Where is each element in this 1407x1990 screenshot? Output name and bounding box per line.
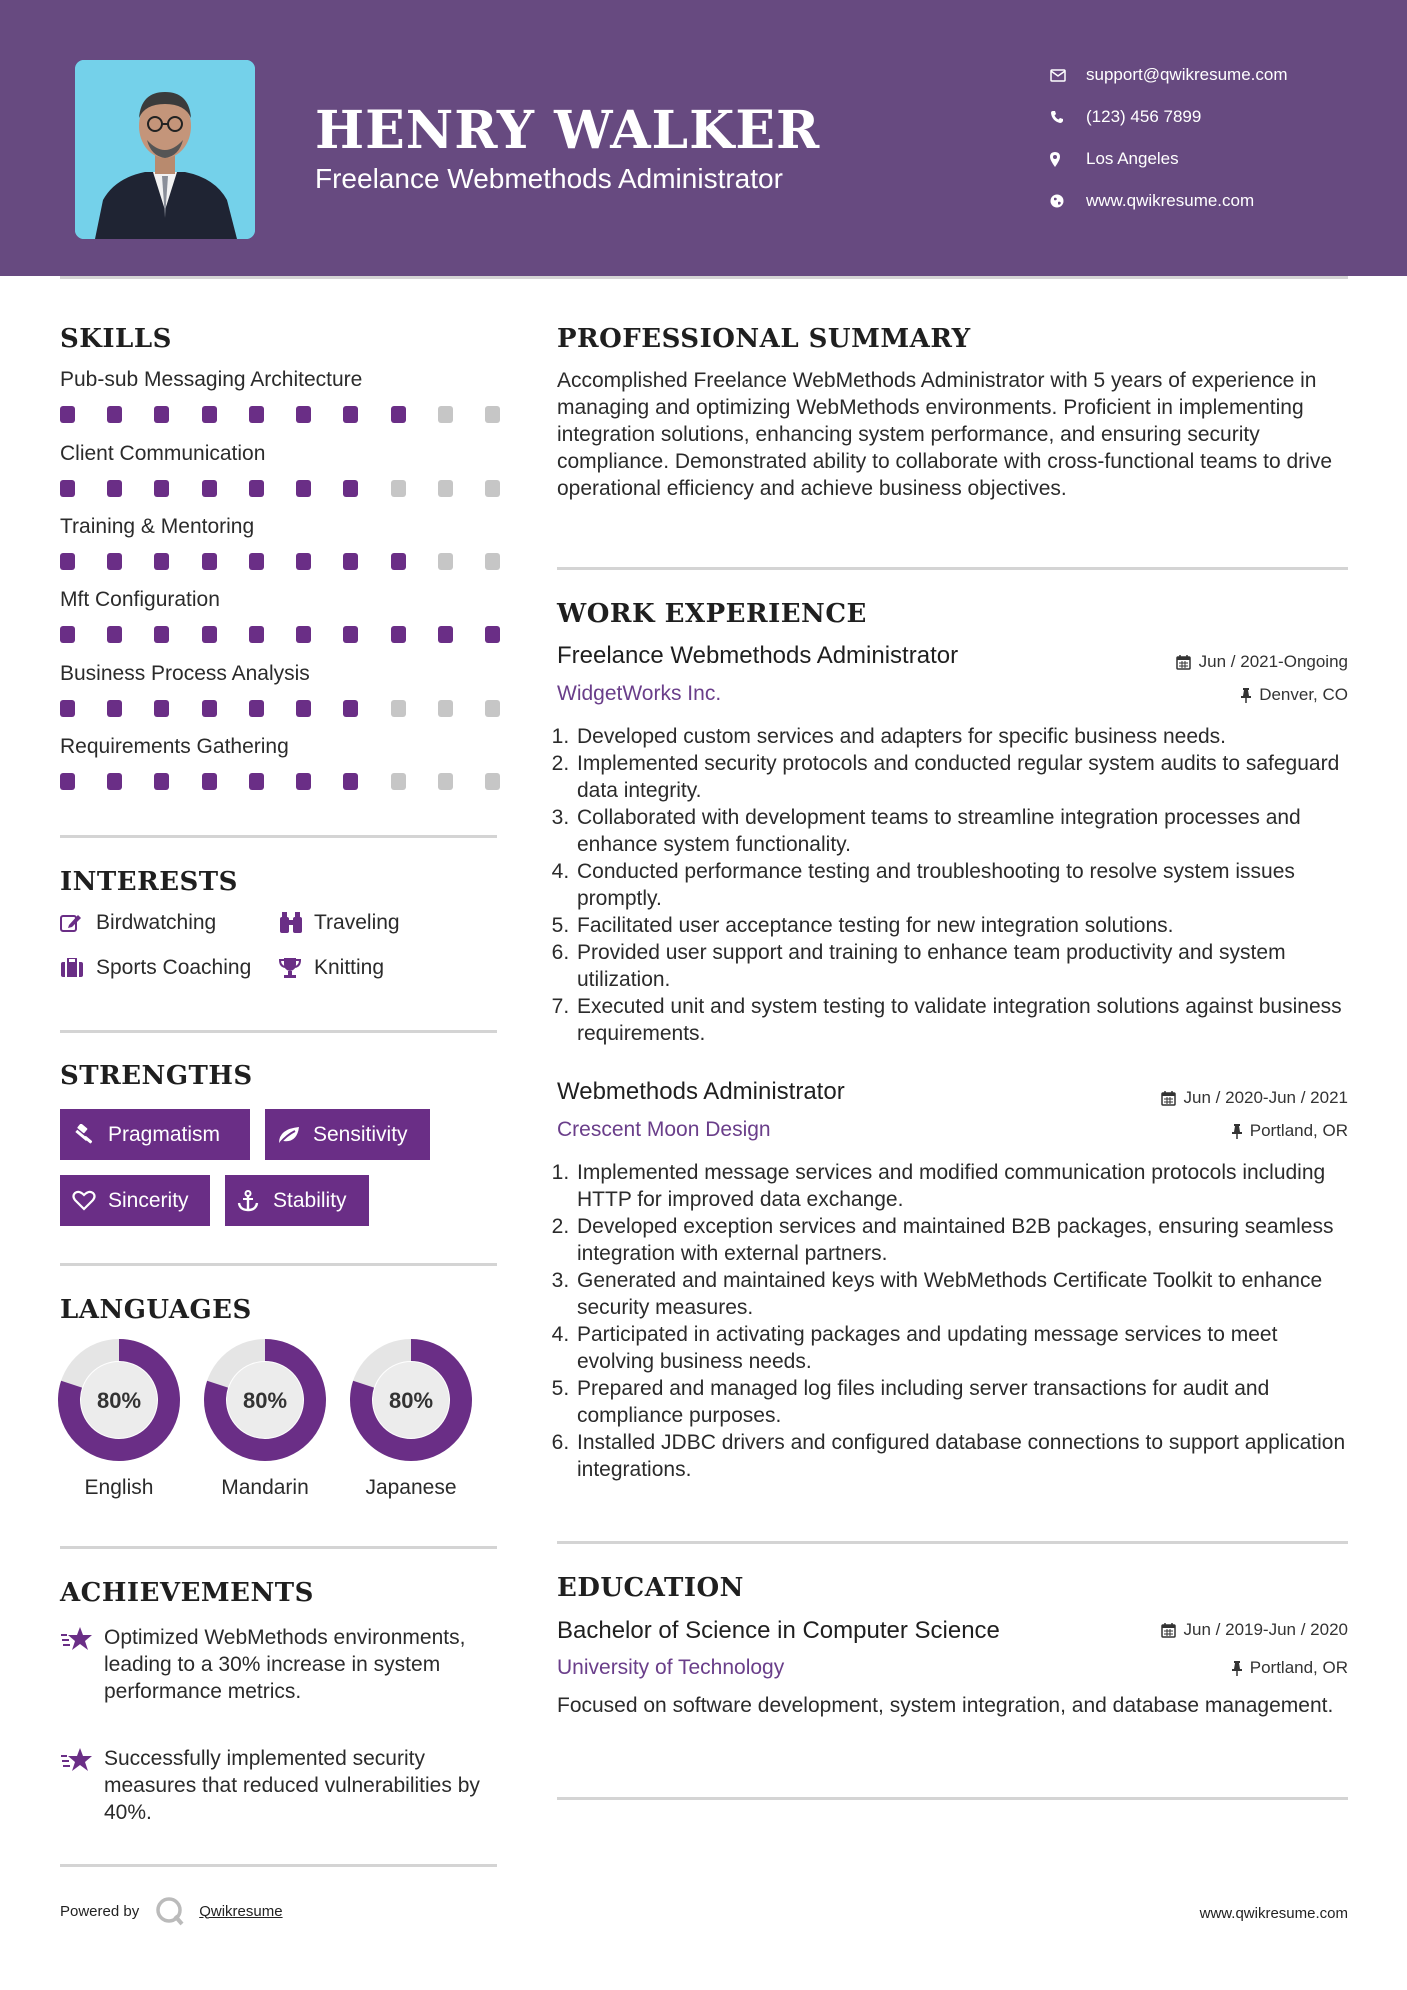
skill-dot-filled — [107, 553, 122, 570]
skill-dot-filled — [391, 553, 406, 570]
suitcase-icon — [60, 958, 96, 978]
strengths-divider — [60, 1263, 497, 1266]
language-percent: 80% — [96, 1388, 142, 1413]
strength-tag — [265, 1109, 430, 1160]
candidate-role: Freelance Webmethods Administrator — [315, 163, 783, 194]
skill-dot-filled — [154, 773, 169, 790]
education-dates — [1161, 1620, 1348, 1640]
skill-dot-empty — [438, 700, 453, 717]
skill-dot-filled — [343, 700, 358, 717]
languages-divider — [60, 1546, 497, 1549]
language-percent: 80% — [242, 1388, 288, 1413]
skill-dot-empty — [485, 773, 500, 790]
job-title: Webmethods Administrator — [557, 1078, 845, 1105]
skills-heading: SKILLS — [60, 324, 172, 354]
skill-dot-filled — [154, 553, 169, 570]
language-donut — [349, 1338, 473, 1462]
skill-item — [60, 588, 500, 643]
skill-dot-filled — [343, 626, 358, 643]
job-location-text: Denver, CO — [1259, 685, 1348, 704]
heart-icon — [72, 1190, 108, 1211]
interest-label: Birdwatching — [96, 911, 217, 934]
job-location — [1232, 1121, 1348, 1141]
strength-tag — [225, 1175, 369, 1226]
qwikresume-link[interactable]: Qwikresume — [199, 1902, 283, 1920]
skill-dot-filled — [296, 553, 311, 570]
pushpin-icon — [1232, 1124, 1242, 1139]
pushpin-icon — [1241, 688, 1251, 703]
skill-dot-filled — [107, 700, 122, 717]
contact-phone-text: (123) 456 7899 — [1086, 107, 1202, 126]
skill-dot-filled — [296, 406, 311, 423]
achievements-divider — [60, 1864, 497, 1867]
gavel-icon — [72, 1124, 108, 1146]
skill-dot-filled — [107, 626, 122, 643]
star-icon — [60, 1624, 104, 1705]
education-location — [1232, 1658, 1348, 1678]
skill-dot-filled — [296, 626, 311, 643]
skill-dot-filled — [485, 626, 500, 643]
contact-location-text: Los Angeles — [1086, 149, 1179, 168]
job-bullet: 6. Installed JDBC drivers and configured database connections to support application integrations. — [575, 1429, 1357, 1483]
skill-dot-filled — [343, 773, 358, 790]
language-donut — [203, 1338, 327, 1462]
skill-dot-filled — [296, 773, 311, 790]
skill-item — [60, 442, 500, 497]
language-item — [203, 1338, 327, 1500]
skill-dot-empty — [485, 700, 500, 717]
interest-item — [278, 911, 400, 935]
skill-dot-filled — [343, 553, 358, 570]
skill-dot-filled — [154, 406, 169, 423]
contact-website-text: www.qwikresume.com — [1086, 191, 1255, 210]
job-title: Freelance Webmethods Administrator — [557, 642, 959, 669]
job-bullet: 4. Participated in activating packages and updating message services to meet evolving business needs. — [575, 1321, 1357, 1375]
strength-label: Sensitivity — [313, 1122, 408, 1146]
contact-email-text: support@qwikresume.com — [1086, 65, 1288, 84]
skill-dot-filled — [249, 700, 264, 717]
skill-dot-empty — [438, 553, 453, 570]
language-name: Japanese — [365, 1476, 457, 1499]
job-dates-text: Jun / 2021-Ongoing — [1198, 652, 1348, 671]
skill-dot-filled — [60, 553, 75, 570]
interest-label: Knitting — [314, 956, 385, 979]
achievement-text: Successfully implemented security measures that reduced vulnerabilities by 40%. — [104, 1747, 480, 1824]
resume-header — [0, 0, 1407, 276]
skill-dot-filled — [154, 626, 169, 643]
achievement-item — [60, 1745, 490, 1826]
skill-dot-filled — [249, 626, 264, 643]
skill-name: Requirements Gathering — [60, 735, 289, 758]
skill-dot-filled — [391, 626, 406, 643]
experience-divider — [557, 1541, 1348, 1544]
job-bullets — [557, 723, 1357, 1047]
leaf-icon — [277, 1125, 313, 1145]
skill-name: Business Process Analysis — [60, 662, 310, 685]
education-degree: Bachelor of Science in Computer Science — [557, 1617, 1000, 1644]
skill-dot-filled — [154, 700, 169, 717]
skill-dot-filled — [202, 700, 217, 717]
skill-dot-filled — [202, 553, 217, 570]
skill-dot-empty — [485, 553, 500, 570]
strength-label: Pragmatism — [108, 1122, 221, 1146]
interest-item — [60, 911, 216, 935]
skill-rating — [60, 700, 500, 717]
skill-dot-empty — [391, 480, 406, 497]
job-location-text: Portland, OR — [1249, 1121, 1348, 1140]
skill-dot-filled — [391, 406, 406, 423]
job-bullet: 3. Generated and maintained keys with WebMethods Certificate Toolkit to enhance security measures. — [575, 1267, 1357, 1321]
job-bullet: 5. Prepared and managed log files including server transactions for audit and compliance purposes. — [575, 1375, 1357, 1429]
achievements-heading: ACHIEVEMENTS — [60, 1578, 314, 1608]
footer-powered-by — [60, 1896, 283, 1926]
skill-dot-filled — [202, 406, 217, 423]
education-school: University of Technology — [557, 1656, 785, 1679]
contact-email[interactable] — [1050, 54, 1288, 96]
skill-dot-filled — [60, 700, 75, 717]
summary-divider — [557, 567, 1348, 570]
skill-dot-empty — [438, 406, 453, 423]
job-company: Crescent Moon Design — [557, 1118, 771, 1141]
education-divider — [557, 1797, 1348, 1800]
skill-dot-filled — [249, 480, 264, 497]
skill-rating — [60, 626, 500, 643]
skill-dot-filled — [60, 406, 75, 423]
contact-location — [1050, 138, 1288, 180]
skill-rating — [60, 773, 500, 790]
language-item — [349, 1338, 473, 1500]
skill-dot-filled — [202, 626, 217, 643]
skill-name: Client Communication — [60, 442, 266, 465]
skill-rating — [60, 480, 500, 497]
skill-dot-empty — [485, 480, 500, 497]
candidate-name: HENRY WALKER — [315, 100, 821, 161]
globe-icon — [1050, 194, 1086, 208]
education-heading: EDUCATION — [557, 1573, 744, 1603]
powered-by-label: Powered by — [60, 1902, 140, 1920]
skill-rating — [60, 553, 500, 570]
job-dates — [1161, 1088, 1348, 1108]
strength-label: Sincerity — [108, 1188, 189, 1212]
binoculars-icon — [278, 912, 314, 934]
skill-item — [60, 735, 500, 790]
job-location — [1241, 685, 1348, 705]
skills-divider — [60, 835, 497, 838]
skill-dot-filled — [249, 773, 264, 790]
skill-dot-filled — [343, 406, 358, 423]
skill-name: Training & Mentoring — [60, 515, 255, 538]
skill-dot-empty — [438, 480, 453, 497]
skill-dot-empty — [391, 700, 406, 717]
interest-item — [60, 956, 251, 980]
skill-name: Pub-sub Messaging Architecture — [60, 368, 363, 391]
calendar-icon — [1161, 1091, 1176, 1106]
skill-dot-empty — [391, 773, 406, 790]
interest-label: Sports Coaching — [96, 956, 252, 979]
pushpin-icon — [1232, 1661, 1242, 1676]
job-bullet: 6. Provided user support and training to enhance team productivity and system utilization. — [575, 939, 1357, 993]
achievement-text: Optimized WebMethods environments, leading to a 30% increase in system performance metrics. — [104, 1626, 466, 1703]
skill-item — [60, 368, 500, 423]
strength-label: Stability — [273, 1188, 347, 1212]
summary-text: Accomplished Freelance WebMethods Administrator with 5 years of experience in managing and optimizing WebMethods environments. Proficient in implementing integration solutions, enhancing system performance, and ensuring security compliance. Demonstrated ability to collaborate with cross-functional teams to drive operational efficiency and achieve business objectives. — [557, 369, 1333, 500]
skill-dot-filled — [60, 480, 75, 497]
skill-name: Mft Configuration — [60, 588, 220, 611]
job-bullets — [557, 1159, 1357, 1483]
skill-dot-filled — [249, 406, 264, 423]
profile-photo — [75, 60, 255, 239]
skill-dot-empty — [485, 406, 500, 423]
contact-phone[interactable] — [1050, 96, 1288, 138]
skill-dot-filled — [107, 480, 122, 497]
contact-website[interactable] — [1050, 180, 1288, 222]
profile-photo-portrait — [75, 60, 255, 239]
languages-heading: LANGUAGES — [60, 1295, 252, 1325]
job-bullet: 1. Implemented message services and modified communication protocols including HTTP for improved data exchange. — [575, 1159, 1357, 1213]
skill-dot-filled — [343, 480, 358, 497]
phone-icon — [1050, 110, 1086, 124]
job-bullet: 2. Developed exception services and maintained B2B packages, ensuring seamless integration with external partners. — [575, 1213, 1357, 1267]
anchor-icon — [237, 1190, 273, 1212]
skill-dot-filled — [154, 480, 169, 497]
calendar-icon — [1161, 1623, 1176, 1638]
language-name: English — [84, 1476, 154, 1499]
skill-item — [60, 662, 500, 717]
education-location-text: Portland, OR — [1249, 1658, 1348, 1677]
edit-icon — [60, 913, 96, 933]
language-name: Mandarin — [221, 1476, 309, 1499]
language-item — [57, 1338, 181, 1500]
language-percent: 80% — [388, 1388, 434, 1413]
language-donut — [57, 1338, 181, 1462]
job-bullet: 7. Executed unit and system testing to validate integration solutions against business requirements. — [575, 993, 1357, 1047]
map-pin-icon — [1050, 152, 1086, 167]
skill-dot-filled — [60, 773, 75, 790]
job-company: WidgetWorks Inc. — [557, 682, 722, 705]
skill-dot-filled — [60, 626, 75, 643]
job-bullet: 2. Implemented security protocols and conducted regular system audits to safeguard data integrity. — [575, 750, 1357, 804]
skill-dot-filled — [296, 700, 311, 717]
job-dates-text: Jun / 2020-Jun / 2021 — [1183, 1088, 1348, 1107]
skill-dot-filled — [249, 553, 264, 570]
achievement-item — [60, 1624, 490, 1705]
education-dates-text: Jun / 2019-Jun / 2020 — [1183, 1620, 1348, 1639]
job-bullet: 4. Conducted performance testing and troubleshooting to resolve system issues promptly. — [575, 858, 1357, 912]
strengths-heading: STRENGTHS — [60, 1061, 253, 1091]
header-divider — [60, 276, 1348, 279]
skill-item — [60, 515, 500, 570]
summary-heading: PROFESSIONAL SUMMARY — [557, 324, 971, 354]
interests-divider — [60, 1030, 497, 1033]
star-icon — [60, 1745, 104, 1826]
skill-dot-filled — [296, 480, 311, 497]
skill-dot-filled — [202, 773, 217, 790]
calendar-icon — [1176, 655, 1191, 670]
skill-rating — [60, 406, 500, 423]
footer-url[interactable]: www.qwikresume.com — [1199, 1905, 1348, 1922]
experience-heading: WORK EXPERIENCE — [557, 599, 867, 629]
strength-tag — [60, 1109, 250, 1160]
job-dates — [1176, 652, 1348, 672]
interest-item — [278, 956, 384, 980]
strength-tag — [60, 1175, 210, 1226]
interest-label: Traveling — [314, 911, 400, 934]
job-bullet: 1. Developed custom services and adapters for specific business needs. — [575, 723, 1357, 750]
education-description: Focused on software development, system integration, and database management. — [557, 1694, 1334, 1717]
skill-dot-empty — [438, 773, 453, 790]
qwikresume-logo-icon — [155, 1896, 185, 1926]
skill-dot-filled — [107, 406, 122, 423]
job-bullet: 3. Collaborated with development teams to streamline integration processes and enhance system functionality. — [575, 804, 1357, 858]
skill-dot-filled — [107, 773, 122, 790]
contact-list — [1050, 54, 1288, 222]
trophy-icon — [278, 957, 314, 979]
interests-heading: INTERESTS — [60, 867, 238, 897]
skill-dot-filled — [438, 626, 453, 643]
job-bullet: 5. Facilitated user acceptance testing for new integration solutions. — [575, 912, 1357, 939]
skill-dot-filled — [202, 480, 217, 497]
envelope-icon — [1050, 69, 1086, 82]
